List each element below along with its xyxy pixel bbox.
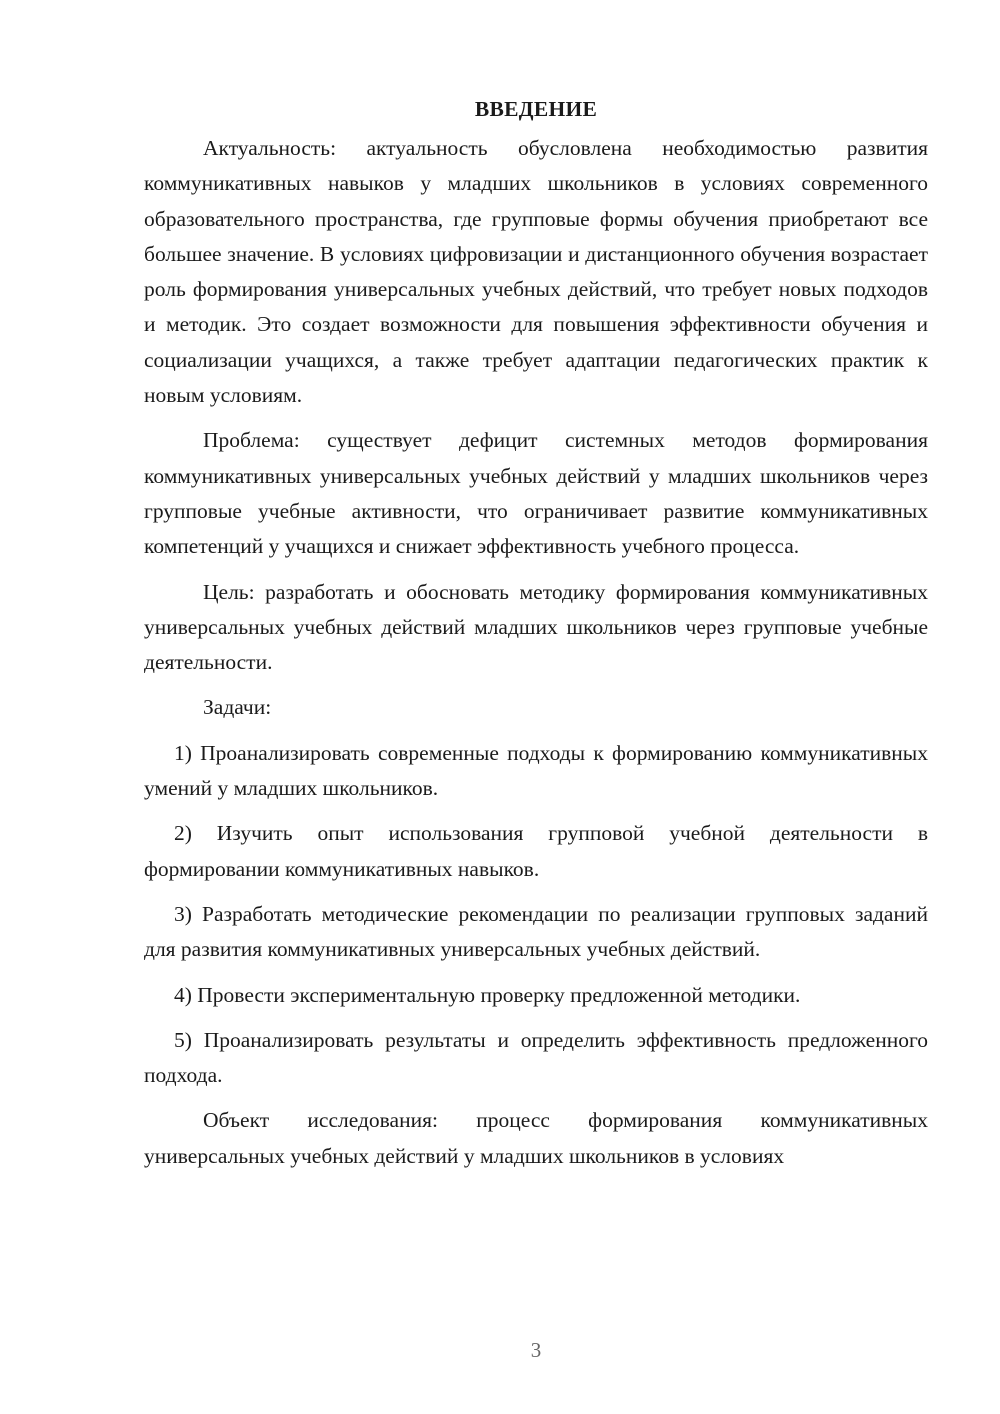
object-paragraph: Объект исследования: процесс формирования коммуникативных универсальных учебных действий у младших школьников в условиях <box>144 1108 928 1168</box>
goal-paragraph: Цель: разработать и обосновать методику формирования коммуникативных универсальных учебных действий младших школьников через групповые учебные деятельности. <box>144 579 928 675</box>
task-item-2: 2) Изучить опыт использования групповой учебной деятельности в формировании коммуникативных навыков. <box>144 821 928 881</box>
task-item-3: 3) Разработать методические рекомендации по реализации групповых заданий для развития коммуникативных универсальных учебных действий. <box>144 901 928 962</box>
page-number: 3 <box>530 1338 542 1362</box>
task-item-1: 1) Проанализировать современные подходы к формированию коммуникативных умений у младших школьников. <box>144 740 928 801</box>
page-content <box>144 89 928 1174</box>
problem-paragraph: Проблема: существует дефицит системных методов формирования коммуникативных универсальных учебных действий у младших школьников через групповые учебные активности, что ограничивает развитие коммуникативных компетенций у учащихся и снижает эффективность учебного процесса. <box>144 428 928 559</box>
section-heading: ВВЕДЕНИЕ <box>474 97 598 121</box>
relevance-paragraph: Актуальность: актуальность обусловлена необходимостью развития коммуникативных навыков у младших школьников в условиях современного образовательного пространства, где групповые формы обучения приобретают все большее значение. В условиях цифровизации и дистанционного обучения возрастает роль формирования универсальных учебных действий, что требует новых подходов и методик. Это создает возможности для повышения эффективности обучения и социализации учащихся, а также требует адаптации педагогических практик к новым условиям. <box>144 136 928 408</box>
tasks-label: Задачи: <box>203 695 272 720</box>
task-item-5: 5) Проанализировать результаты и определить эффективность предложенного подхода. <box>144 1027 928 1088</box>
task-item-4: 4) Провести экспериментальную проверку предложенной методики. <box>174 982 801 1007</box>
